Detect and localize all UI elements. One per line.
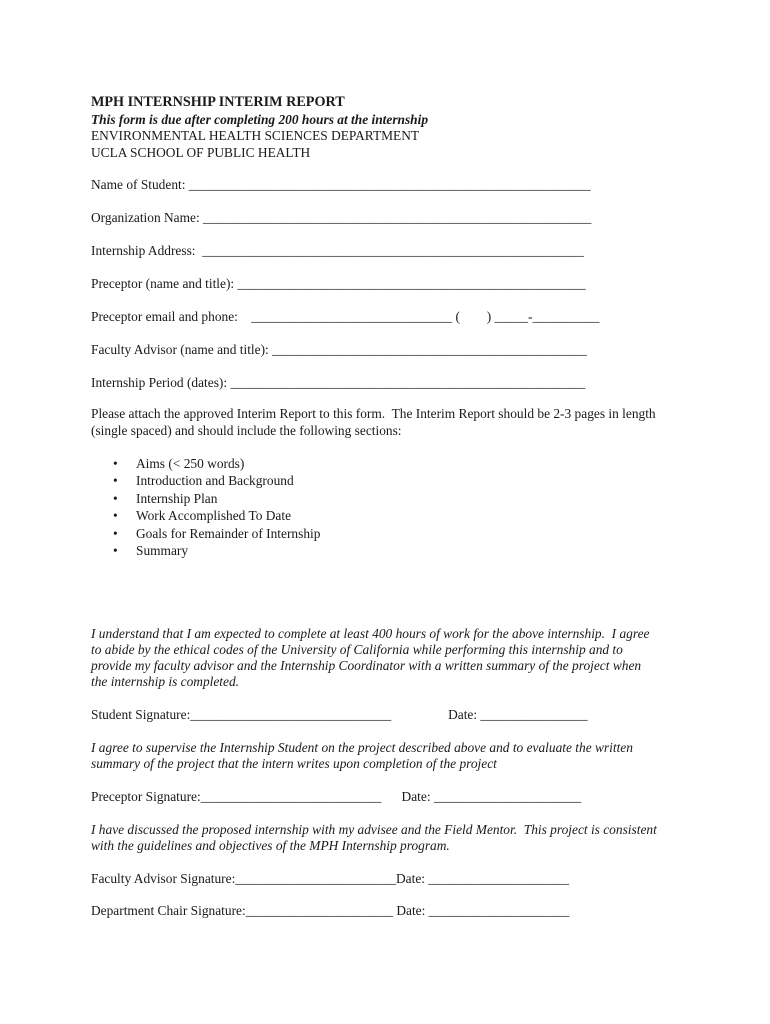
- internship-address-field[interactable]: Internship Address: _________________________________________________________: [91, 243, 584, 258]
- section-label: Introduction and Background: [136, 473, 294, 489]
- report-sections-list: [113, 455, 320, 559]
- list-item: [113, 507, 320, 524]
- list-item: [113, 455, 320, 472]
- internship-period-field[interactable]: Internship Period (dates): _____________________________________________________: [91, 375, 586, 390]
- student-statement-line-2: to abide by the ethical codes of the University of California while performing this internship and to: [91, 642, 623, 657]
- bullet-icon: •: [113, 525, 118, 541]
- list-item: [113, 542, 320, 559]
- form-title: MPH INTERNSHIP INTERIM REPORT: [91, 94, 345, 110]
- advisor-statement-line-2: with the guidelines and objectives of the MPH Internship program.: [91, 838, 450, 853]
- bullet-icon: •: [113, 490, 118, 506]
- organization-name-field[interactable]: Organization Name: __________________________________________________________: [91, 210, 592, 225]
- student-statement-line-4: the internship is completed.: [91, 674, 240, 689]
- list-item: [113, 490, 320, 507]
- instructions-line-2: (single spaced) and should include the following sections:: [91, 423, 402, 438]
- department-name: ENVIRONMENTAL HEALTH SCIENCES DEPARTMENT: [91, 128, 420, 143]
- student-name-field[interactable]: Name of Student: ____________________________________________________________: [91, 177, 591, 192]
- list-item: [113, 472, 320, 489]
- section-label: Goals for Remainder of Internship: [136, 525, 321, 541]
- section-label: Aims (< 250 words): [136, 456, 245, 471]
- faculty-advisor-signature-field[interactable]: Faculty Advisor Signature:________________________Date: _____________________: [91, 871, 569, 886]
- section-label: Summary: [136, 542, 189, 558]
- section-label: Internship Plan: [136, 490, 218, 506]
- section-label: Work Accomplished To Date: [136, 508, 292, 524]
- student-statement-line-1: I understand that I am expected to complete at least 400 hours of work for the above internship. I agree: [91, 626, 650, 641]
- instructions-line-1: Please attach the approved Interim Report to this form. The Interim Report should be 2-3 pages in length: [91, 406, 656, 421]
- faculty-advisor-field[interactable]: Faculty Advisor (name and title): _______________________________________________: [91, 342, 587, 357]
- bullet-icon: •: [113, 542, 118, 558]
- preceptor-contact-field[interactable]: Preceptor email and phone: ______________________________ ( ) _____-__________: [91, 309, 600, 324]
- advisor-statement-line-1: I have discussed the proposed internship with my advisee and the Field Mentor. This project is consistent: [91, 822, 657, 837]
- bullet-icon: •: [113, 508, 118, 524]
- preceptor-name-field[interactable]: Preceptor (name and title): ____________________________________________________: [91, 276, 586, 291]
- school-name: UCLA SCHOOL OF PUBLIC HEALTH: [91, 145, 311, 160]
- preceptor-statement-line-2: summary of the project that the intern writes upon completion of the project: [91, 756, 497, 771]
- bullet-icon: •: [113, 473, 118, 489]
- preceptor-signature-field[interactable]: Preceptor Signature:___________________________ Date: ______________________: [91, 789, 582, 804]
- list-item: [113, 525, 320, 542]
- department-chair-signature-field[interactable]: Department Chair Signature:______________________ Date: _____________________: [91, 903, 570, 918]
- form-subtitle: This form is due after completing 200 hours at the internship: [91, 112, 429, 127]
- preceptor-statement-line-1: I agree to supervise the Internship Student on the project described above and to evaluate the written: [91, 740, 633, 755]
- student-statement-line-3: provide my faculty advisor and the Internship Coordinator with a written summary of the project when: [91, 658, 642, 673]
- student-signature-field[interactable]: Student Signature:______________________________ Date: ________________: [91, 707, 588, 722]
- bullet-icon: •: [113, 456, 118, 471]
